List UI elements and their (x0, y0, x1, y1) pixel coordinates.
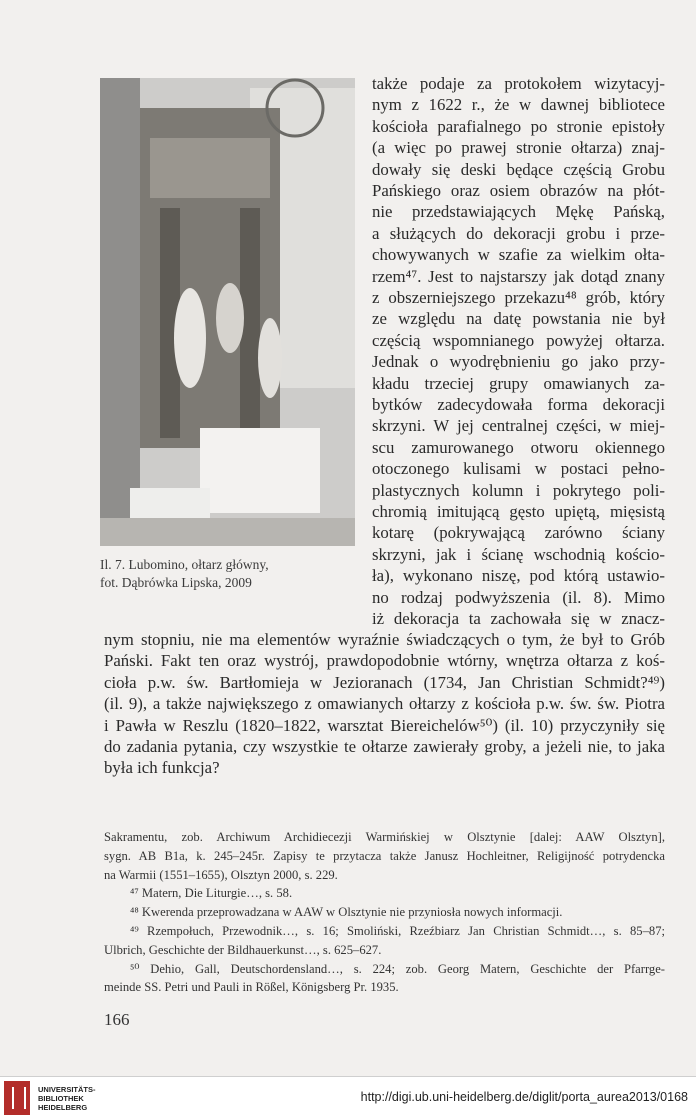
text-line: ła), wykonano niszę, pod którą ustawio- (372, 566, 665, 586)
text-line: cioła p.w. św. Bartłomieja w Jezioranach (1734, Jan Christian Schmidt?⁴⁹) (104, 672, 665, 692)
footnote-line: na Warmii (1551–1655), Olsztyn 2000, s. 229. (104, 867, 338, 882)
library-logo[interactable] (4, 1080, 96, 1116)
text-line: rzem⁴⁷. Jest to najstarszy jak dotąd znany (372, 266, 665, 286)
altar-photo (100, 78, 355, 546)
text-line: (il. 9), a także największego z omawianych ołtarzy z kościoła p.w. św. św. Piotra (104, 694, 665, 714)
text-line: do zadania pytania, czy wszystkie te ołtarze zawierały groby, a jeżeli nie, to jaka (104, 737, 665, 756)
library-logo-text (38, 1085, 96, 1112)
text-line: skrzyni. W jej centralnej części, w miej- (372, 416, 665, 436)
text-line: i Pawła w Reszlu (1820–1822, warsztat Biereichelów⁵⁰) (il. 10) przyczyniły się (104, 715, 665, 735)
footnote-line: meinde SS. Petri und Pauli in Rößel, Königsberg Pr. 1935. (104, 980, 399, 995)
text-line: scu zamurowanego otworu okiennego (372, 437, 665, 457)
page-number: 166 (104, 1010, 130, 1029)
text-line: plastycznych kolumn i pokrytego poli- (372, 480, 665, 500)
altar-illustration (100, 78, 355, 546)
text-line: (a więc po prawej stronie ołtarza) znaj- (372, 138, 665, 158)
logo-line: UNIVERSITÄTS- (38, 1084, 96, 1094)
text-line: Pańskiego oraz osiem obrazów na płót- (372, 181, 665, 200)
text-line: była ich funkcja? (104, 758, 220, 778)
footnote-line: ⁴⁸ Kwerenda przeprowadzana w AAW w Olsztynie nie przyniosła nowych informacji. (130, 905, 563, 920)
text-line: chowywanych w szafie za wielkim ołta- (372, 245, 665, 265)
text-line: bytków zadecydowała forma dekoracji (372, 395, 665, 414)
text-line: także podaje za protokołem wizytacyj- (372, 74, 665, 93)
text-line: iż dekoracja ta zachowała się w znacz- (372, 609, 665, 628)
footnote-line: Sakramentu, zob. Archiwum Archidiecezji Warmińskiej w Olsztynie [dalej: AAW Olsztyn], (104, 830, 665, 844)
text-line: otoczonego kulisami w postaci pełno- (372, 459, 665, 479)
logo-line: HEIDELBERG (38, 1102, 88, 1112)
text-line: Jednak o wyodrębnieniu go jako przy- (372, 352, 665, 372)
text-line: nym stopniu, nie ma elementów wyraźnie świadczących o tym, że był to Grób (104, 630, 665, 649)
footnote-line: ⁵⁰ Dehio, Gall, Deutschordensland…, s. 224; zob. Georg Matern, Geschichte der Pfarrge- (130, 961, 665, 976)
text-line: a służących do dekoracji grobu i prze- (372, 223, 665, 243)
text-line: kładu trzeciej grupy omawianych za- (372, 373, 665, 393)
source-url[interactable]: http://digi.ub.uni-heidelberg.de/diglit/porta_aurea2013/0168 (360, 1090, 688, 1104)
text-line: dowały się deski będące częścią Grobu (372, 159, 665, 179)
text-line: skrzyni, jak i ścianę wschodnią kościo- (372, 544, 665, 564)
text-line: chromią imitującą gęsto upiętą, mięsistą (372, 502, 665, 521)
caption-line: fot. Dąbrówka Lipska, 2009 (100, 575, 252, 590)
figure-caption (100, 556, 350, 592)
logo-line: BIBLIOTHEK (38, 1093, 84, 1103)
footnote-line: Ulbrich, Geschichte der Bildhauerkunst…, s. 625–627. (104, 942, 382, 957)
footnote-line: ⁴⁹ Rzempołuch, Przewodnik…, s. 16; Smoliński, Rzeźbiarz Jan Christian Schmidt…, s. 85–87; (130, 924, 665, 938)
footnote-line: sygn. AB B1a, k. 245–245r. Zapisy te przytacza także Janusz Hochleitner, Religijność potrydencka (104, 848, 665, 863)
text-line: nie przedstawiających Mękę Pańską, (372, 202, 665, 222)
text-line: no rodzaj podwyższenia (il. 8). Mimo (372, 587, 665, 607)
text-line: nym z 1622 r., że w dawnej bibliotece (372, 95, 665, 115)
text-line: ze względu na datę powstania nie był (372, 309, 665, 329)
footnote-line: ⁴⁷ Matern, Die Liturgie…, s. 58. (130, 886, 293, 901)
text-line: kościoła parafialnego po stronie epistoły (372, 116, 665, 136)
text-line: częścią wspomnianego powyżej ołtarza. (372, 330, 665, 350)
text-line: z obszerniejszego przekazu⁴⁸ grób, który (372, 288, 665, 307)
text-line: Pański. Fakt ten oraz wystrój, prawdopodobnie wtórny, wnętrza ołtarza z koś- (104, 651, 665, 671)
caption-line: Il. 7. Lubomino, ołtarz główny, (100, 557, 269, 572)
text-line: kotarę (pokrywającą zarówno ściany (372, 523, 665, 543)
library-logo-icon (4, 1081, 30, 1115)
